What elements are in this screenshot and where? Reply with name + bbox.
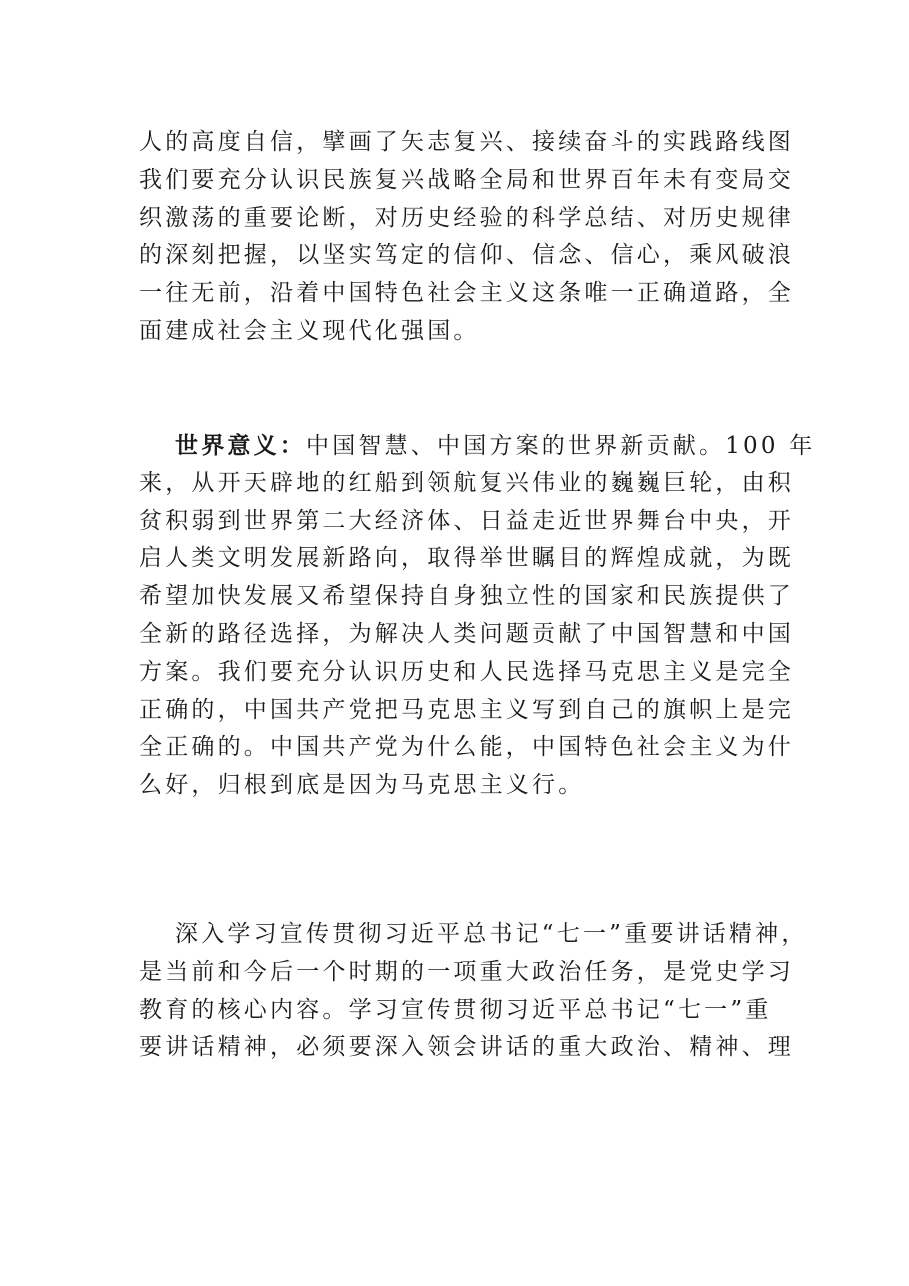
text-line: 么好，归根到底是因为马克思主义行。 [139,772,585,799]
text-line: 我们要充分认识民族复兴战略全局和世界百年未有变局交 [139,166,794,193]
text-line: 来，从开天辟地的红船到领航复兴伟业的巍巍巨轮，由积 [139,469,794,496]
text-line: 人的高度自信，擘画了矢志复兴、接续奋斗的实践路线图 [139,129,794,155]
text-line: 贫积弱到世界第二大经济体、日益走近世界舞台中央，开 [139,507,794,534]
paragraph-world-significance [139,427,816,805]
text-line: 启人类文明发展新路向，取得举世瞩目的辉煌成就，为既 [139,545,794,572]
text-line: 面建成社会主义现代化强国。 [139,317,480,344]
text-line: 织激荡的重要论断，对历史经验的科学总结、对历史规律 [139,204,794,231]
text-line: 全正确的。中国共产党为什么能，中国特色社会主义为什 [139,734,794,761]
text-line: 教育的核心内容。学习宣传贯彻习近平总书记“七一”重 [139,996,772,1023]
text-line-first [139,427,816,465]
text-line: 的深刻把握，以坚实笃定的信仰、信念、信心，乘风破浪 [139,242,794,269]
text-line: 要讲话精神，必须要深入领会讲话的重大政治、精神、理 [139,1034,794,1061]
text-line-content: 中国智慧、中国方案的世界新贡献。100 年 [306,433,816,459]
paragraph-heading: 世界意义： [175,432,306,459]
text-line: 全新的路径选择，为解决人类问题贡献了中国智慧和中国 [139,620,794,647]
text-line: 正确的，中国共产党把马克思主义写到自己的旗帜上是完 [139,696,794,723]
text-line: 是当前和今后一个时期的一项重大政治任务，是党史学习 [139,958,794,985]
paragraph-study-promotion [139,916,808,1067]
text-line: 一往无前，沿着中国特色社会主义这条唯一正确道路，全 [139,280,794,307]
paragraph-continuation [139,124,794,351]
text-line: 希望加快发展又希望保持自身独立性的国家和民族提供了 [139,583,794,610]
text-line: 方案。我们要充分认识历史和人民选择马克思主义是完全 [139,658,794,685]
text-line-first: 深入学习宣传贯彻习近平总书记“七一”重要讲话精神， [175,921,808,947]
